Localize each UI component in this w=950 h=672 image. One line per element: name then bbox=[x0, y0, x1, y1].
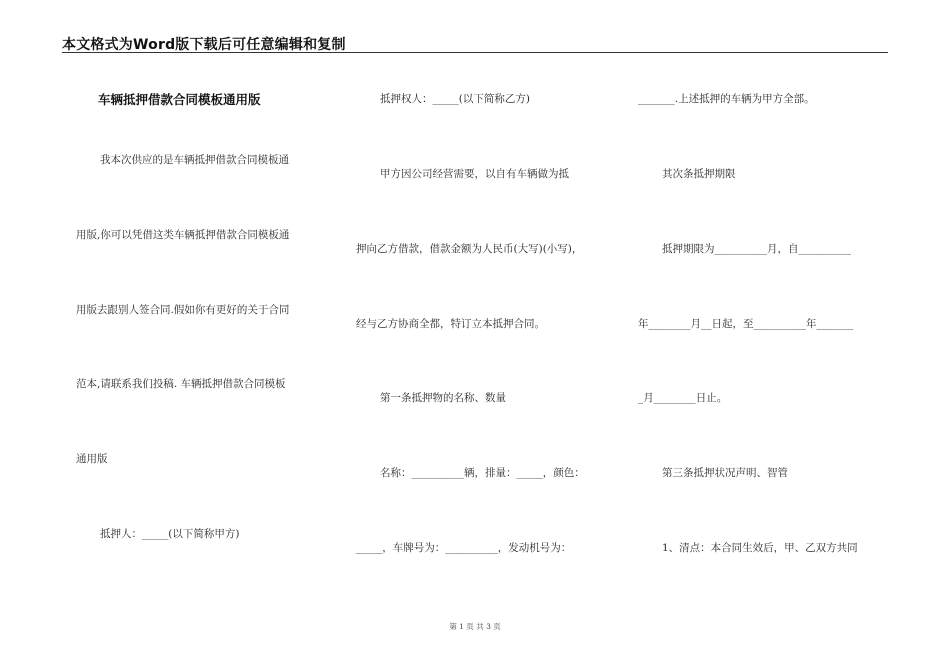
text-line: 用版,你可以凭借这类车辆抵押借款合同模板通 bbox=[76, 229, 290, 241]
text-line: 抵押人：_____(以下简称甲方) bbox=[100, 528, 240, 540]
text-line: _月________日止。 bbox=[638, 392, 728, 404]
document-header: 本文格式为Word版下载后可任意编辑和复制 bbox=[62, 37, 346, 53]
text-line: 范本,请联系我们投稿. 车辆抵押借款合同模板 bbox=[76, 378, 286, 390]
section-heading: 第一条抵押物的名称、数量 bbox=[380, 392, 506, 404]
text-line: 名称：__________辆，排量：_____，颜色： bbox=[380, 467, 585, 479]
text-line: 用版去跟别人签合同.假如你有更好的关于合同 bbox=[76, 304, 290, 316]
text-line: 抵押权人：_____(以下简称乙方) bbox=[380, 93, 530, 105]
text-line: 甲方因公司经营需要，以自有车辆做为抵 bbox=[380, 168, 569, 180]
text-line: 我本次供应的是车辆抵押借款合同模板通 bbox=[100, 154, 289, 166]
text-line: 押向乙方借款，借款金额为人民币(大写)(小写)， bbox=[356, 243, 583, 255]
text-line: 抵押期限为__________月，自__________ bbox=[662, 243, 851, 255]
header-divider bbox=[62, 52, 888, 53]
document-title: 车辆抵押借款合同模板通用版 bbox=[98, 92, 261, 107]
text-line: 1、清点：本合同生效后，甲、乙双方共同 bbox=[662, 542, 858, 554]
section-heading: 第三条抵押状况声明、智管 bbox=[662, 467, 788, 479]
text-line: 年________月__日起，至__________年_______ bbox=[638, 318, 854, 330]
text-line: 通用版 bbox=[76, 453, 108, 465]
text-line: 经与乙方协商全都，特订立本抵押合同。 bbox=[356, 318, 545, 330]
page-number: 第 1 页 共 3 页 bbox=[449, 622, 501, 631]
text-line: _____，车牌号为：__________，发动机号为： bbox=[356, 542, 572, 554]
text-line: _______.上述抵押的车辆为甲方全部。 bbox=[638, 93, 815, 105]
section-heading: 其次条抵押期限 bbox=[662, 168, 736, 180]
